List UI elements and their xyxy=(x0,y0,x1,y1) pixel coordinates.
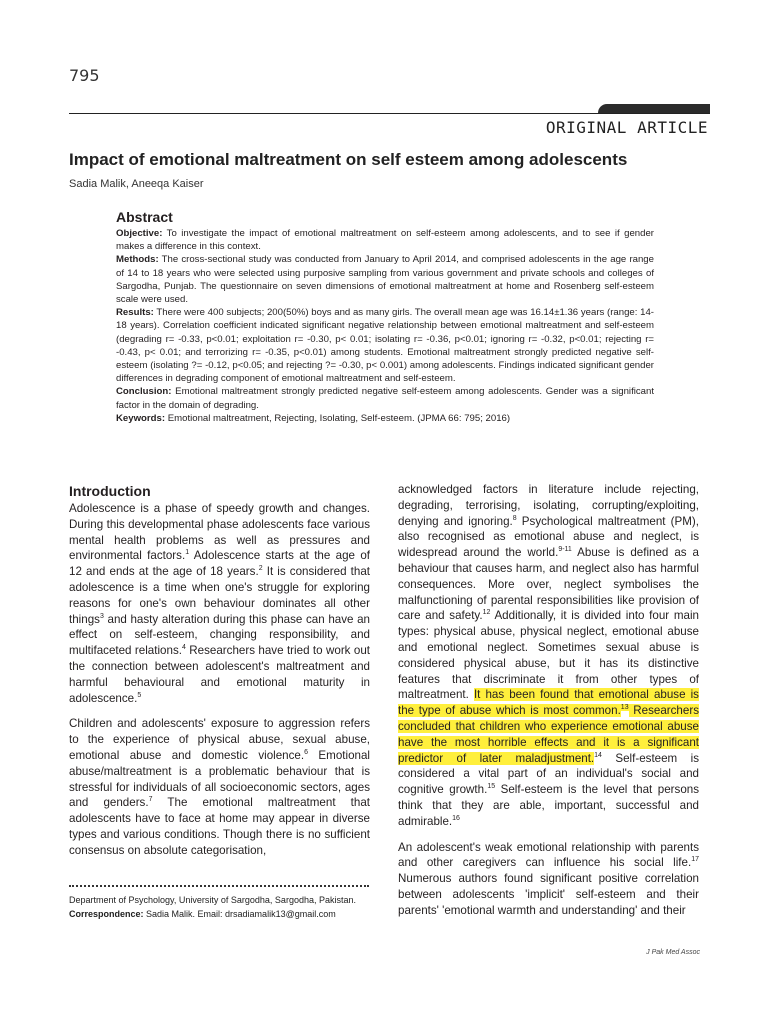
intro-paragraph-3 xyxy=(398,482,699,830)
citation: 16 xyxy=(452,814,460,822)
text: Emotional abuse/maltreatment is a problematic behaviour that is stressful for individuals of all socioeconomic sectors, ages and genders. xyxy=(69,748,370,810)
correspondence-text: Sadia Malik. Email: drsadiamalik13@gmail.com xyxy=(143,909,336,919)
methods-label: Methods: xyxy=(116,254,159,266)
citation: 7 xyxy=(148,796,153,804)
abstract-heading: Abstract xyxy=(116,209,173,225)
conclusion-label: Conclusion: xyxy=(116,386,172,398)
citation: 5 xyxy=(137,691,142,699)
abstract-keywords xyxy=(116,412,654,425)
keywords-label: Keywords: xyxy=(116,412,166,424)
citation: 12 xyxy=(482,609,491,617)
authors: Sadia Malik, Aneeqa Kaiser xyxy=(69,178,204,190)
text: and hasty alteration during this phase can have an effect on self-esteem, changing responsibility, and multifaceted relations. xyxy=(69,612,370,658)
text: The emotional maltreatment that adolescents have to face at home may appear in diverse types and various conditions. Though there is no sufficient consensus on absolute categorisation, xyxy=(69,796,371,857)
abstract-conclusion xyxy=(116,385,654,411)
left-column xyxy=(69,482,370,869)
right-column xyxy=(398,482,699,929)
text: It is considered that adolescence is a time when one's struggle for exploring reasons for one's own behaviour dominates all other things xyxy=(69,565,370,626)
citation: 14 xyxy=(594,751,602,759)
text: Psychological maltreatment (PM), also recognised as emotional abuse and neglect, is widespread around the world. xyxy=(398,514,699,560)
introduction-heading: Introduction xyxy=(69,483,151,499)
citation: 3 xyxy=(99,612,104,620)
intro-paragraph-2 xyxy=(69,716,370,858)
header-rule-tab xyxy=(598,104,710,113)
highlighted-text: Researchers concluded that children who experience emotional abuse have the most horrible effects and it is a significant predictor of later maladjustment. xyxy=(398,704,699,765)
article-title: Impact of emotional maltreatment on self esteem among adolescents xyxy=(69,150,628,169)
text: An adolescent's weak emotional relationship with parents and other caregivers can influence his social life. xyxy=(398,840,699,870)
citation: 15 xyxy=(487,783,496,791)
text: acknowledged factors in literature include rejecting, degrading, terrorising, isolating, corrupting/exploiting, denying and ignoring. xyxy=(398,483,699,528)
page-number: 795 xyxy=(69,66,100,85)
methods-text: The cross-sectional study was conducted from January to April 2014, and comprised adolescents in the age range of 14 to 18 years who were selected using purposive sampling from various government and private schools and colleges of Sargodha, Punjab. The questionnaire on seven dimensions of emotional maltreatment at home and Rosenberg self-esteem scale were used. xyxy=(116,254,654,306)
text: Self-esteem is considered a vital part of an individual's social and cognitive growth. xyxy=(398,751,699,797)
header-rule xyxy=(69,113,710,114)
text: Self-esteem is the level that persons think that they are able, important, successful and admirable. xyxy=(398,783,700,828)
footnote-divider xyxy=(69,885,369,887)
intro-paragraph-1 xyxy=(69,501,370,706)
intro-paragraph-4 xyxy=(398,840,699,919)
citation: 6 xyxy=(304,749,308,757)
abstract xyxy=(116,209,654,425)
citation: 4 xyxy=(181,644,186,652)
objective-text: To investigate the impact of emotional maltreatment on self-esteem among adolescents, and to see if gender makes a difference in this context. xyxy=(116,228,654,253)
text: Researchers have tried to work out the connection between adolescent's maltreatment and harmful behavioural and emotional maturity in adolescence. xyxy=(69,644,370,705)
abstract-results xyxy=(116,306,654,385)
correspondence-label: Correspondence: xyxy=(69,909,144,919)
abstract-methods xyxy=(116,253,654,306)
affiliation: Department of Psychology, University of Sargodha, Sargodha, Pakistan. xyxy=(69,895,356,905)
results-text: There were 400 subjects; 200(50%) boys and as many girls. The overall mean age was 16.14±1.36 years (range: 14-18 years). Correlation coefficient indicated significant negative relationship between emotional maltreatment and self-esteem (degrading r= -0.33, p<0.01; exploitation r= -0.30, p< 0.01; isolating r= -0.36, p<0.01; ignoring r= -0.32, p<0.01; rejecting r= -0.43, p< 0.01; and terrorizing r= -0.35, p<0.01) among students. Emotional maltreatment strongly predicted negative self-esteem (isolating ?= -0.12, p<0.05; and rejecting ?= -0.30, p< 0.001) among adolescents. Findings indicated significant gender differences in degrading component of emotional maltreatment and self-esteem. xyxy=(116,307,654,385)
citation: 8 xyxy=(512,514,517,522)
citation: 9-11 xyxy=(558,546,572,554)
text: Adolescence is a phase of speedy growth and changes. During this developmental phase adolescents face various mental health problems as well as pressures and environmental factors. xyxy=(69,502,370,563)
results-label: Results: xyxy=(116,307,154,319)
journal-footer: J Pak Med Assoc xyxy=(646,949,700,956)
keywords-text: Emotional maltreatment, Rejecting, Isolating, Self-esteem. (JPMA 66: 795; 2016) xyxy=(167,412,511,424)
citation: 2 xyxy=(258,565,263,573)
text: Abuse is defined as a behaviour that causes harm, and neglect also has harmful consequences. More over, neglect symbolises the malfunctioning of parental responsibilities like provision of care and safety. xyxy=(398,546,699,623)
footnote xyxy=(69,893,379,921)
section-label: ORIGINAL ARTICLE xyxy=(545,118,708,137)
conclusion-text: Emotional maltreatment strongly predicted negative self-esteem among adolescents. Gender was a significant factor in the domain of degrading. xyxy=(116,386,654,411)
abstract-objective xyxy=(116,227,654,253)
objective-label: Objective: xyxy=(116,228,163,239)
text: Numerous authors found significant positive correlation between adolescents 'implicit' self-esteem and their parents' 'emotional warmth and understanding' and their xyxy=(398,872,699,917)
correspondence xyxy=(69,907,379,921)
text: Additionally, it is divided into four main types: physical abuse, physical neglect, emotional abuse and emotional neglect. Sometimes sexual abuse is considered physical abuse, but it has its distinctive features that discriminate it from other types of maltreatment. xyxy=(398,609,699,702)
citation: 13 xyxy=(620,704,629,712)
text: Adolescence starts at the age of 12 and ends at the age of 18 years. xyxy=(69,549,371,579)
highlighted-text: It has been found that emotional abuse is the type of abuse which is most common. xyxy=(398,688,699,718)
text: Children and adolescents' exposure to aggression refers to the experience of physical abuse, sexual abuse, emotional abuse and domestic violence. xyxy=(69,717,370,762)
citation: 17 xyxy=(691,856,699,864)
citation: 1 xyxy=(185,549,190,557)
